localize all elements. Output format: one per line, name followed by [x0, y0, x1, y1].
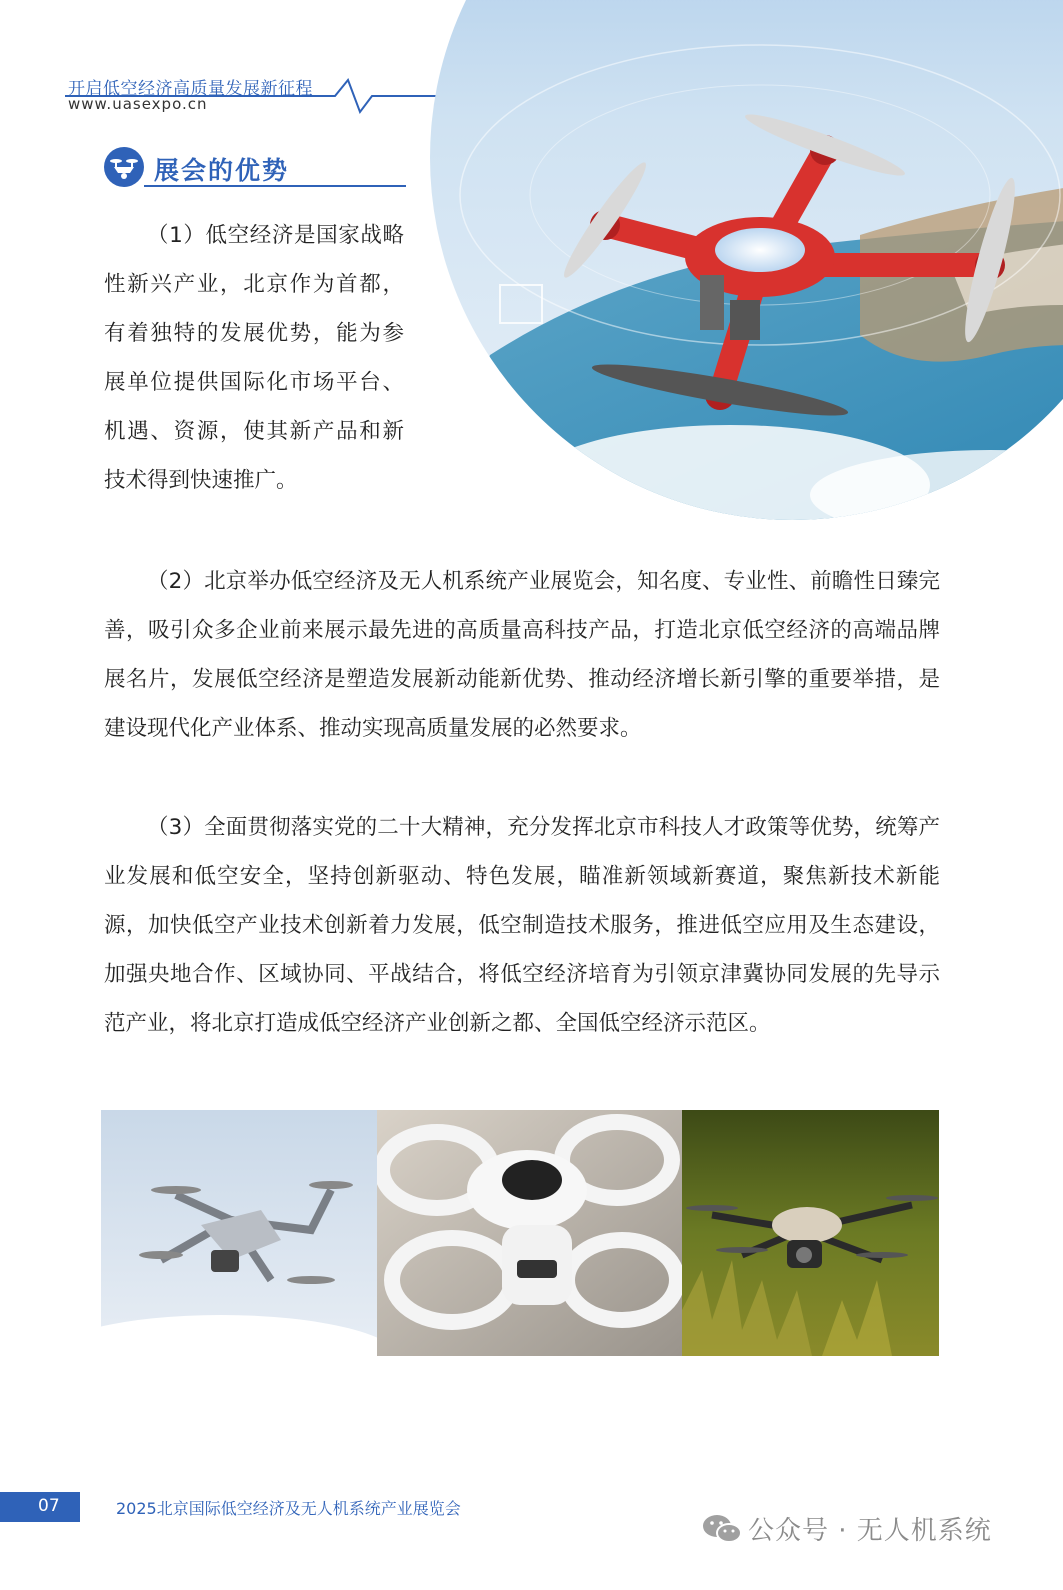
watermark-text: 公众号 · 无人机系统	[748, 1516, 992, 1546]
paragraph-3: （3）全面贯彻落实党的二十大精神，充分发挥北京市科技人才政策等优势，统筹产业发展和低空安全，坚持创新驱动、特色发展，瞄准新领域新赛道，聚焦新技术新能源，加快低空产业技术创新着力发展，低空制造技术服务，推进低空应用及生态建设，加强央地合作、区域协同、平战结合，将低空经济培育为引领京津冀协同发展的先导示范产业，将北京打造成低空经济产业创新之都、全国低空经济示范区。	[104, 815, 940, 1036]
hero-drone-image	[430, 0, 1063, 520]
header-slogan: 开启低空经济高质量发展新征程	[68, 79, 313, 99]
section-underline	[144, 185, 406, 187]
photo-grey-drone	[101, 1110, 377, 1356]
footer-expo-name: 2025北京国际低空经济及无人机系统产业展览会	[116, 1499, 461, 1518]
page-number: 07	[38, 1496, 60, 1516]
photo-white-drone	[377, 1110, 682, 1356]
drone-icon	[104, 147, 144, 187]
wechat-icon	[702, 1512, 742, 1546]
paragraph-2: （2）北京举办低空经济及无人机系统产业展览会，知名度、专业性、前瞻性日臻完善，吸引众多企业前来展示最先进的高质量高科技产品，打造北京低空经济的高端品牌展名片，发展低空经济是塑造发展新动能新优势、推动经济增长新引擎的重要举措，是建设现代化产业体系、推动实现高质量发展的必然要求。	[104, 569, 940, 741]
header-url: www.uasexpo.cn	[68, 95, 208, 113]
section-title: 展会的优势	[154, 156, 290, 185]
photo-field-drone	[682, 1110, 939, 1356]
drone-photo-strip	[101, 1110, 939, 1356]
paragraph-1: （1）低空经济是国家战略性新兴产业，北京作为首都，有着独特的发展优势，能为参展单位提供国际化市场平台、机遇、资源，使其新产品和新技术得到快速推广。	[104, 223, 404, 493]
